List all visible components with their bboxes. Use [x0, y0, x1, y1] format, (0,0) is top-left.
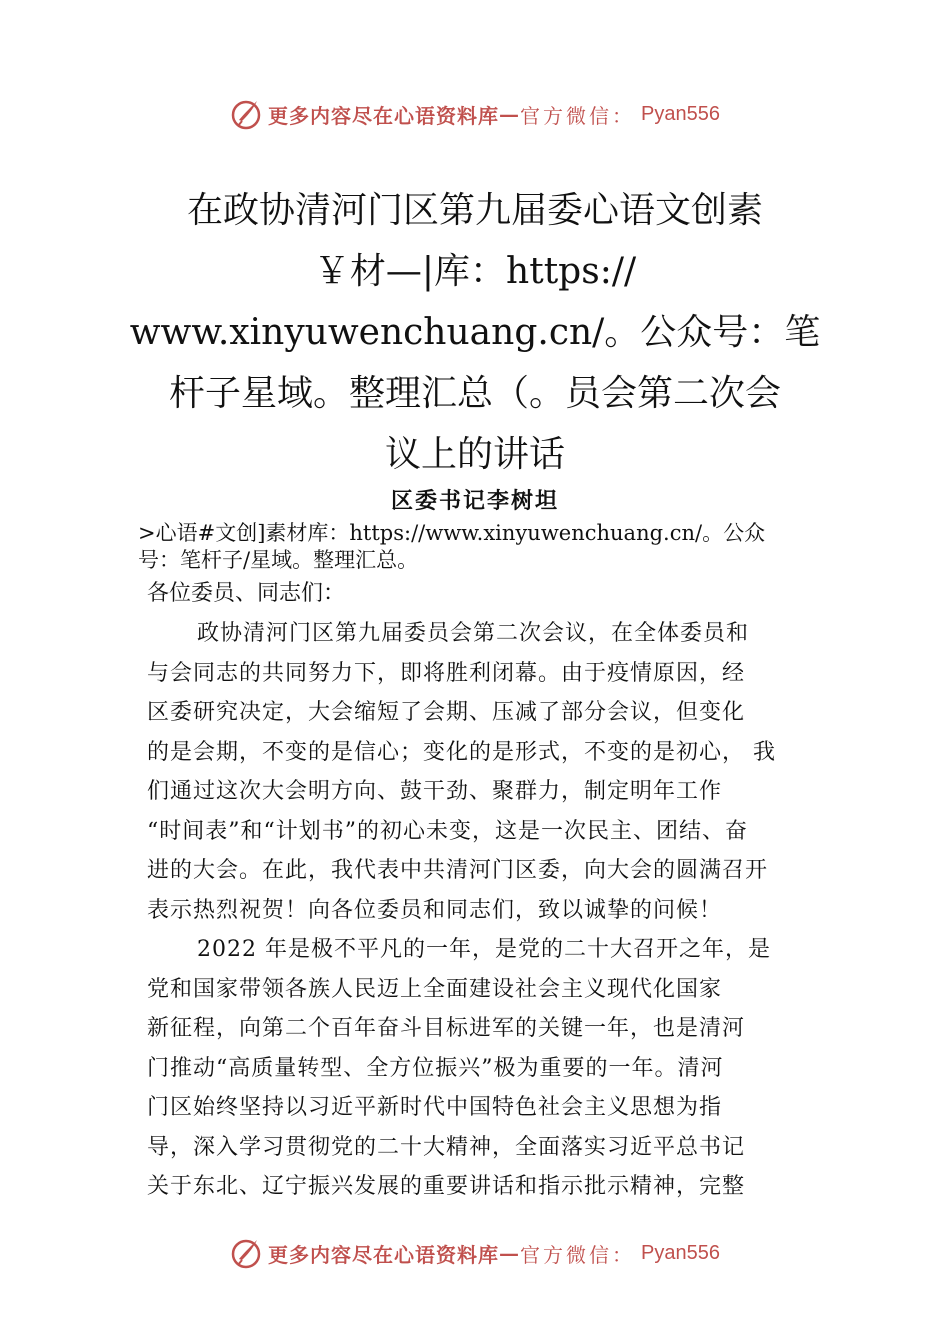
header-banner — [0, 94, 950, 134]
title-line: 在政协清河门区第九届委心语文创素 — [186, 190, 763, 231]
banner-dash: — — [499, 102, 521, 126]
banner-wechat-label: 官方微信： — [520, 1242, 636, 1267]
paragraph-line: 门推动“高质量转型、全方位振兴”极为重要的一年。清河 — [147, 1055, 724, 1081]
paragraph-line: 2022 年是极不平凡的一年，是党的二十大召开之年，是 — [197, 937, 771, 962]
title-line: ￥材—|库：https:// — [313, 251, 637, 292]
note-line: >心语#文创]素材库：https://www.xinyuwenchuang.cn/。公众 — [138, 521, 766, 545]
greeting: 各位委员、同志们： — [147, 581, 346, 606]
title-line: 杆子星域。整理汇总（。员会第二次会 — [168, 373, 781, 414]
paragraph-line: 区委研究决定，大会缩短了会期、压减了部分会议，但变化 — [147, 700, 746, 725]
quill-seal-logo — [230, 1237, 262, 1269]
paragraph-line: 的是会期，不变的是信心；变化的是形式，不变的是初心， 我 — [147, 739, 776, 765]
author-line: 区委书记李树坦 — [390, 488, 559, 514]
title-line: www.xinyuwenchuang.cn/。公众号：笔 — [129, 312, 821, 353]
source-note — [138, 520, 850, 574]
paragraph-line: 新征程，向第二个百年奋斗目标进军的关键一年，也是清河 — [147, 1016, 746, 1041]
paragraph-line: “时间表”和“计划书”的初心未变，这是一次民主、团结、奋 — [147, 818, 748, 844]
paragraph-line: 政协清河门区第九届委员会第二次会议，在全体委员和 — [197, 621, 750, 646]
banner-text: 更多内容尽在心语资料库 — [268, 103, 500, 128]
document-title — [0, 180, 950, 485]
banner-dash: — — [499, 1241, 521, 1265]
note-line: 号：笔杆子/星域。整理汇总。 — [138, 548, 419, 572]
quill-seal-logo — [230, 98, 262, 130]
body-text — [147, 614, 827, 1207]
title-line: 议上的讲话 — [384, 434, 565, 475]
paragraph-line: 表示热烈祝贺！向各位委员和同志们，致以诚挚的问候！ — [147, 897, 723, 923]
paragraph-line: 关于东北、辽宁振兴发展的重要讲话和指示批示精神，完整 — [147, 1174, 746, 1199]
footer-banner — [0, 1233, 950, 1273]
paragraph-line: 导，深入学习贯彻党的二十大精神，全面落实习近平总书记 — [147, 1134, 746, 1160]
banner-wechat-id: Pyan556 — [641, 102, 720, 125]
paragraph-line: 门区始终坚持以习近平新时代中国特色社会主义思想为指 — [147, 1095, 723, 1120]
paragraph-line: 进的大会。在此，我代表中共清河门区委，向大会的圆满召开 — [147, 858, 769, 883]
paragraph-line: 们通过这次大会明方向、鼓干劲、聚群力，制定明年工作 — [147, 779, 723, 804]
banner-wechat-label: 官方微信： — [520, 103, 636, 128]
banner-text: 更多内容尽在心语资料库 — [268, 1242, 500, 1267]
paragraph-line: 与会同志的共同努力下，即将胜利闭幕。由于疫情原因，经 — [147, 660, 746, 686]
banner-wechat-id: Pyan556 — [641, 1241, 720, 1264]
paragraph-line: 党和国家带领各族人民迈上全面建设社会主义现代化国家 — [147, 976, 723, 1002]
